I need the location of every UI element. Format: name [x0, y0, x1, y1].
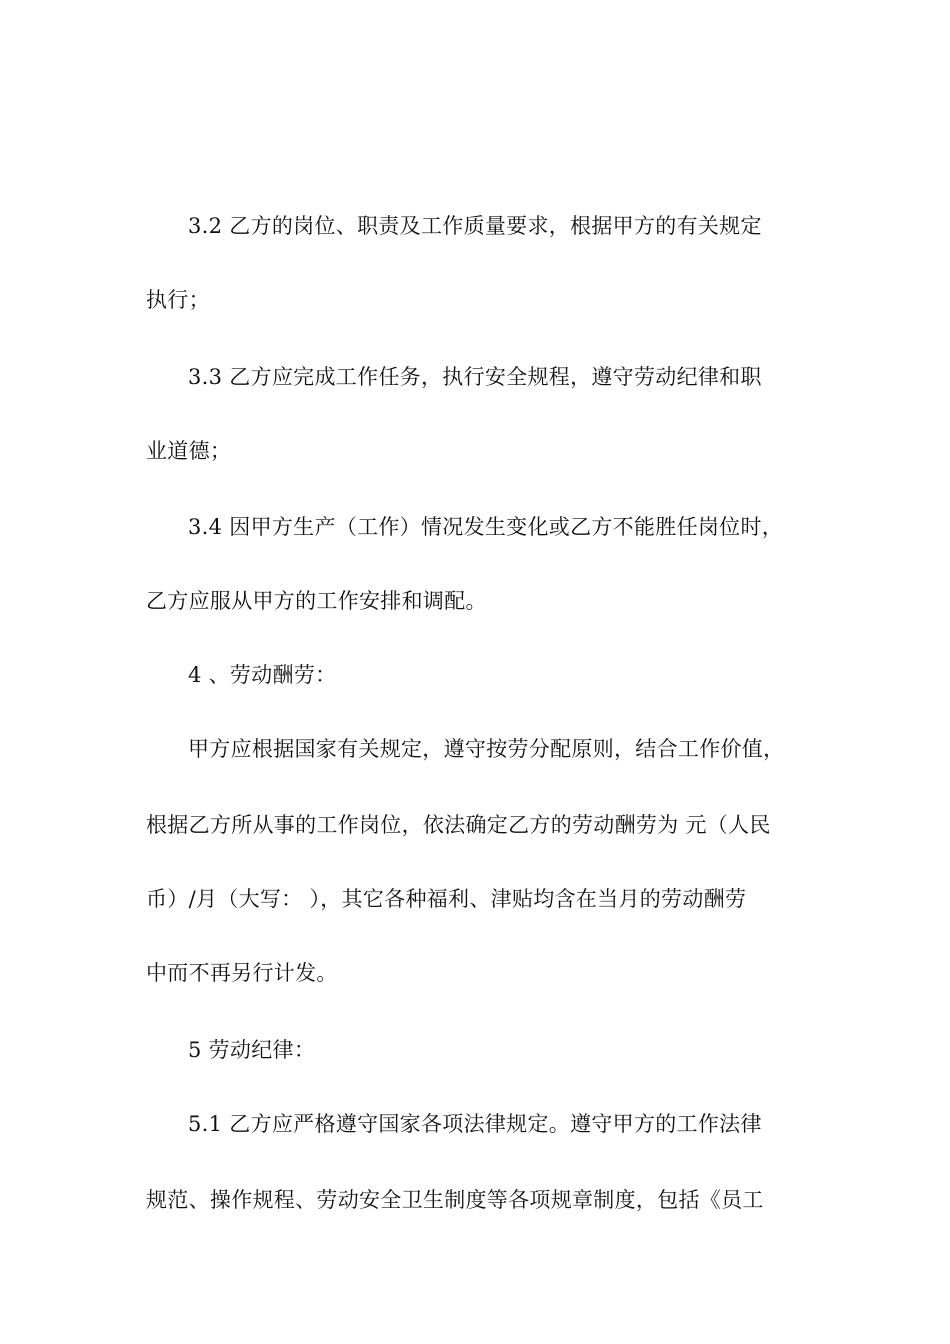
clause-3-2-line-1: 3.2 乙方的岗位、职责及工作质量要求，根据甲方的有关规定 [188, 214, 762, 238]
section-4-heading: 4 、劳动酬劳： [188, 663, 337, 687]
clause-3-3-line-1: 3.3 乙方应完成工作任务，执行安全规程，遵守劳动纪律和职 [188, 365, 762, 389]
clause-3-4-line-2: 乙方应服从甲方的工作安排和调配。 [146, 589, 487, 613]
section-4-para-line-1: 甲方应根据国家有关规定，遵守按劳分配原则，结合工作价值， [188, 737, 785, 761]
section-4-para-line-4: 中而不再另行计发。 [146, 961, 338, 985]
clause-5-1-line-1: 5.1 乙方应严格遵守国家各项法律规定。遵守甲方的工作法律 [188, 1112, 762, 1136]
section-4-para-line-2: 根据乙方所从事的工作岗位，依法确定乙方的劳动酬劳为 元（人民 [146, 813, 771, 837]
section-4-para-line-3: 币）/月（大写： ），其它各种福利、津贴均含在当月的劳动酬劳 [146, 887, 747, 911]
clause-3-3-line-2: 业道德； [146, 439, 232, 463]
clause-5-1-line-2: 规范、操作规程、劳动安全卫生制度等各项规章制度，包括《员工 [146, 1188, 764, 1212]
clause-3-4-line-1: 3.4 因甲方生产（工作）情况发生变化或乙方不能胜任岗位时， [188, 515, 784, 539]
clause-3-2-line-2: 执行； [146, 288, 210, 312]
section-5-heading: 5 劳动纪律： [188, 1038, 316, 1062]
